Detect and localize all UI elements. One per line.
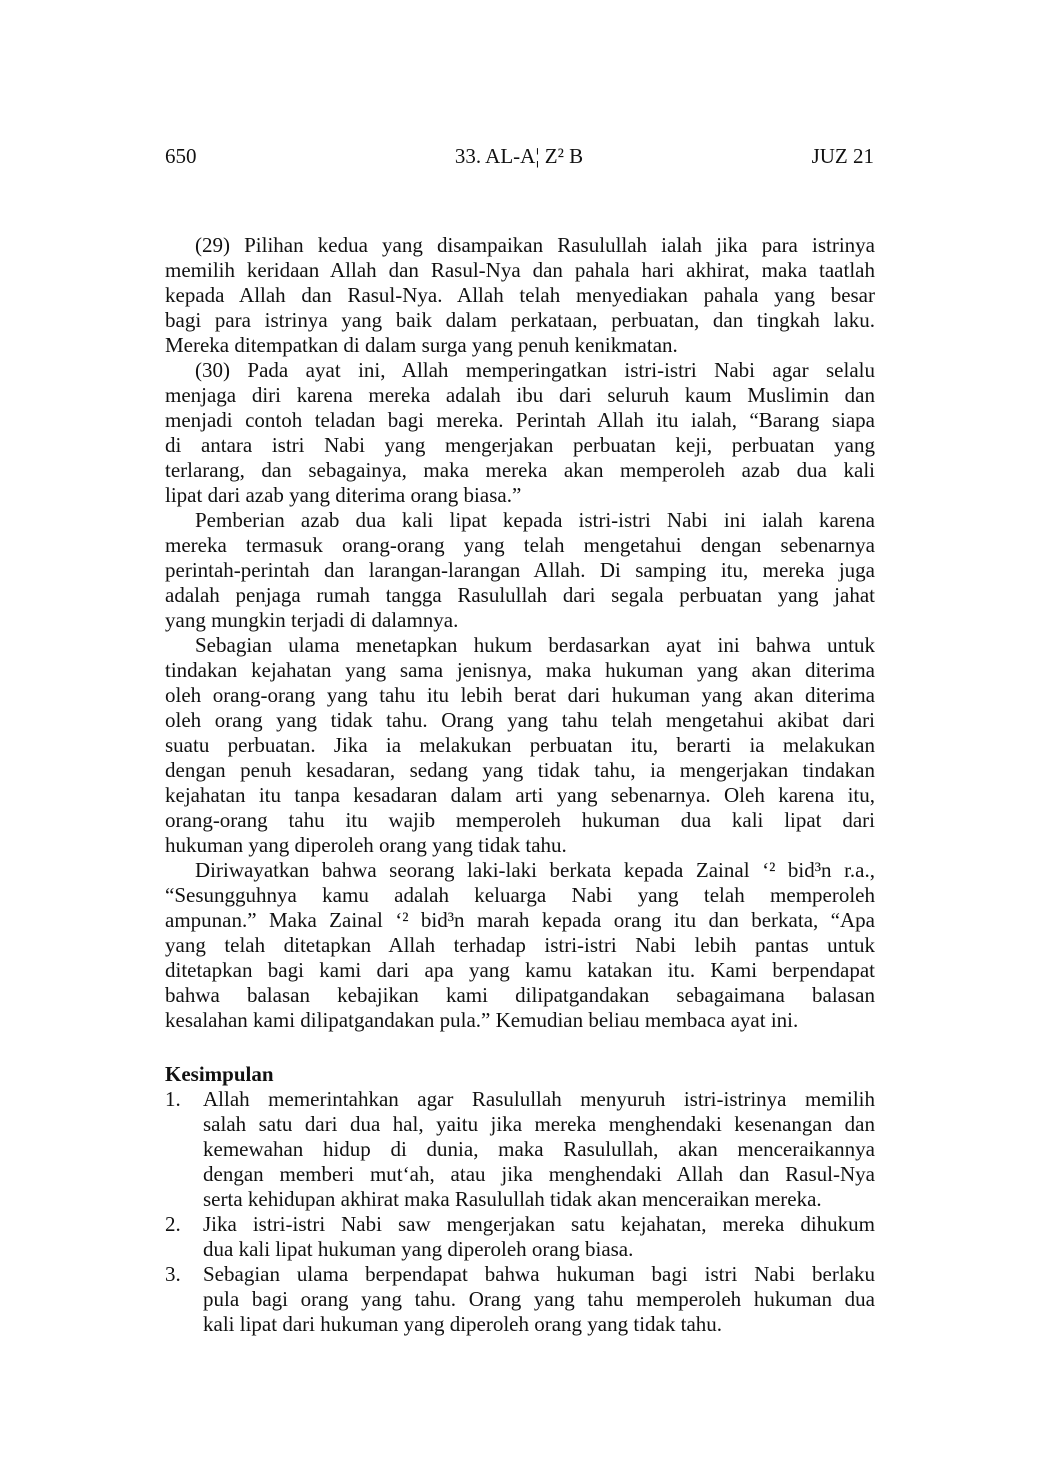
text-line: di antara istri Nabi yang mengerjakan perbuatan keji, perbuatan yang [165, 433, 875, 457]
text-line: tindakan kejahatan yang sama jenisnya, maka hukuman yang akan diterima [165, 658, 875, 682]
text-line: Allah memerintahkan agar Rasulullah menyuruh istri-istrinya memilih [203, 1087, 875, 1111]
list-number: 2. [165, 1212, 181, 1236]
text-line: memilih keridaan Allah dan Rasul-Nya dan pahala hari akhirat, maka taatlah [165, 258, 875, 282]
text-line: kesalahan kami dilipatgandakan pula.” Kemudian beliau membaca ayat ini. [165, 1008, 799, 1032]
list-number: 3. [165, 1262, 181, 1286]
text-line: yang mungkin terjadi di dalamnya. [165, 608, 459, 632]
text-line: Mereka ditempatkan di dalam surga yang penuh kenikmatan. [165, 333, 678, 357]
text-line: Sebagian ulama menetapkan hukum berdasarkan ayat ini bahwa untuk [195, 633, 875, 657]
list-item-text [203, 1087, 875, 1212]
text-line: dua kali lipat hukuman yang diperoleh orang biasa. [203, 1237, 634, 1261]
page-body [165, 233, 875, 1337]
text-line: kemewahan hidup di dunia, maka Rasulullah, akan menceraikannya [203, 1137, 875, 1161]
text-line: orang-orang tahu itu wajib memperoleh hukuman dua kali lipat dari [165, 808, 875, 832]
paragraph [165, 508, 875, 633]
text-line: bahwa balasan kebajikan kami dilipatgandakan sebagaimana balasan [165, 983, 875, 1007]
text-line: “Sesungguhnya kamu adalah keluarga Nabi yang telah memperoleh [165, 883, 875, 907]
text-line: lipat dari azab yang diterima orang biasa.” [165, 483, 522, 507]
paragraph [165, 633, 875, 858]
text-line: hukuman yang diperoleh orang yang tidak tahu. [165, 833, 567, 857]
list-item-text [203, 1212, 875, 1262]
list-item [165, 1262, 875, 1337]
paragraph [165, 358, 875, 508]
text-line: Sebagian ulama berpendapat bahwa hukuman bagi istri Nabi berlaku [203, 1262, 875, 1286]
text-line: serta kehidupan akhirat maka Rasulullah tidak akan menceraikan mereka. [203, 1187, 822, 1211]
juz-label: JUZ 21 [811, 144, 874, 168]
text-line: bagi para istrinya yang baik dalam perkataan, perbuatan, dan tingkah laku. [165, 308, 875, 332]
list-item [165, 1212, 875, 1262]
paragraph [165, 233, 875, 358]
paragraph [165, 858, 875, 1033]
section-heading: Kesimpulan [165, 1062, 274, 1086]
conclusion-list [165, 1087, 875, 1337]
text-line: ditetapkan bagi kami dari apa yang kamu katakan itu. Kami berpendapat [165, 958, 875, 982]
text-line: dengan penuh kesadaran, sedang yang tidak tahu, ia mengerjakan tindakan [165, 758, 875, 782]
list-item-text [203, 1262, 875, 1337]
text-line: dengan memberi mut‘ah, atau jika menghendaki Allah dan Rasul-Nya [203, 1162, 875, 1186]
text-line: terlarang, dan sebagainya, maka mereka akan memperoleh azab dua kali [165, 458, 875, 482]
paragraphs [165, 233, 875, 1033]
text-line: yang telah ditetapkan Allah terhadap istri-istri Nabi lebih pantas untuk [165, 933, 875, 957]
text-line: menjadi contoh teladan bagi mereka. Perintah Allah itu ialah, “Barang siapa [165, 408, 875, 432]
text-line: mereka termasuk orang-orang yang telah mengetahui dengan sebenarnya [165, 533, 875, 557]
text-line: (30) Pada ayat ini, Allah memperingatkan istri-istri Nabi agar selalu [195, 358, 875, 382]
text-line: suatu perbuatan. Jika ia melakukan perbuatan itu, berarti ia melakukan [165, 733, 875, 757]
page-number: 650 [165, 144, 197, 168]
text-line: Jika istri-istri Nabi saw mengerjakan satu kejahatan, mereka dihukum [203, 1212, 875, 1236]
text-line: salah satu dari dua hal, yaitu jika mereka menghendaki kesenangan dan [203, 1112, 875, 1136]
text-line: menjaga diri karena mereka adalah ibu dari seluruh kaum Muslimin dan [165, 383, 875, 407]
text-line: adalah penjaga rumah tangga Rasulullah dari segala perbuatan yang jahat [165, 583, 875, 607]
running-title: 33. AL-A¦ Z² B [454, 144, 584, 168]
list-number: 1. [165, 1087, 181, 1111]
text-line: Diriwayatkan bahwa seorang laki-laki berkata kepada Zainal ‘² bid³n r.a., [195, 858, 875, 882]
text-line: oleh orang-orang yang tahu itu lebih berat dari hukuman yang akan diterima [165, 683, 875, 707]
text-line: pula bagi orang yang tahu. Orang yang tahu memperoleh hukuman dua [203, 1287, 875, 1311]
text-line: kejahatan itu tanpa kesadaran dalam arti yang sebenarnya. Oleh karena itu, [165, 783, 875, 807]
text-line: perintah-perintah dan larangan-larangan Allah. Di samping itu, mereka juga [165, 558, 875, 582]
list-item [165, 1087, 875, 1212]
text-line: Pemberian azab dua kali lipat kepada istri-istri Nabi ini ialah karena [195, 508, 875, 532]
text-line: kali lipat dari hukuman yang diperoleh orang yang tidak tahu. [203, 1312, 723, 1336]
text-line: kepada Allah dan Rasul-Nya. Allah telah menyediakan pahala yang besar [165, 283, 875, 307]
text-line: ampunan.” Maka Zainal ‘² bid³n marah kepada orang itu dan berkata, “Apa [165, 908, 875, 932]
text-line: (29) Pilihan kedua yang disampaikan Rasulullah ialah jika para istrinya [195, 233, 875, 257]
text-line: oleh orang yang tidak tahu. Orang yang tahu telah mengetahui akibat dari [165, 708, 875, 732]
